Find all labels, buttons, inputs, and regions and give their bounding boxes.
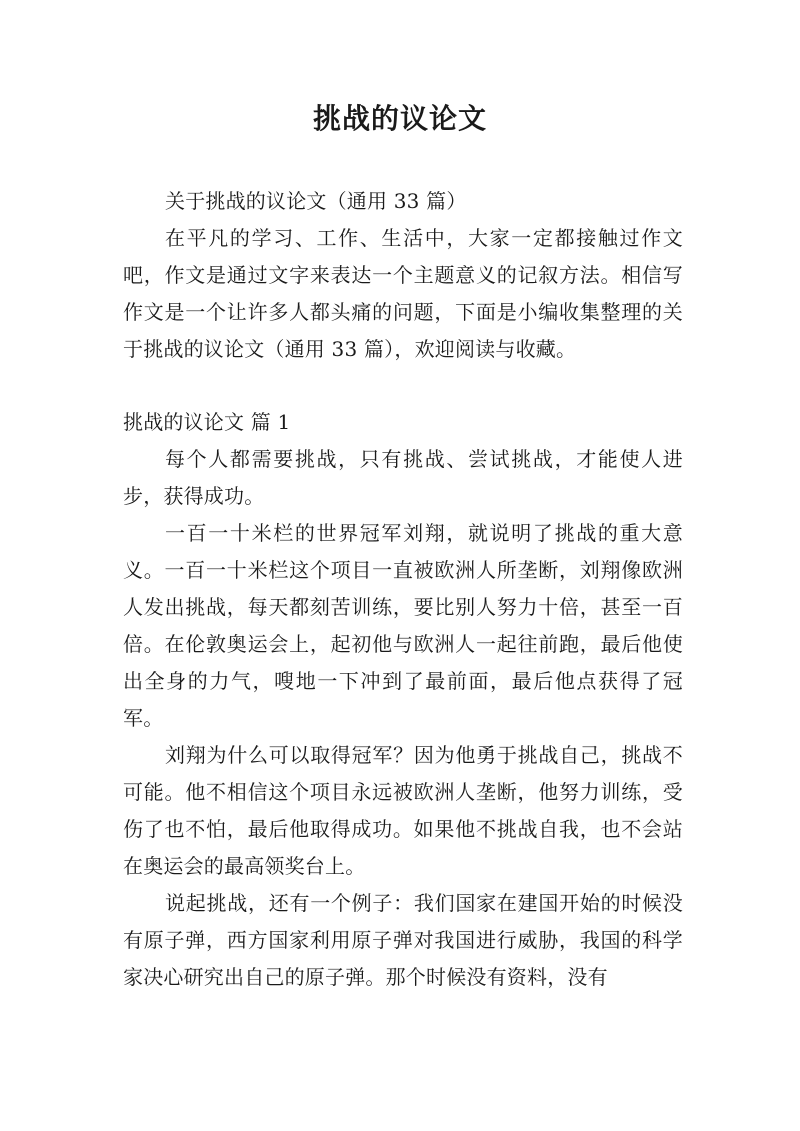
body-paragraph: 刘翔为什么可以取得冠军？因为他勇于挑战自己，挑战不可能。他不相信这个项目永远被欧洲人垄断，他努力训练，受伤了也不怕，最后他取得成功。如果他不挑战自我，也不会站在奥运会的最高领奖台上。 — [123, 743, 683, 878]
body-paragraph: 每个人都需要挑战，只有挑战、尝试挑战，才能使人进步，获得成功。 — [123, 447, 683, 508]
body-paragraph: 说起挑战，还有一个例子：我们国家在建国开始的时候没有原子弹，西方国家利用原子弹对我国进行威胁，我国的科学家决心研究出自己的原子弹。那个时候没有资料，没有 — [123, 891, 683, 989]
intro-paragraph: 在平凡的学习、工作、生活中，大家一定都接触过作文吧，作文是通过文字来表达一个主题意义的记叙方法。相信写作文是一个让许多人都头痛的问题，下面是小编收集整理的关于挑战的议论文（通用 33 篇），欢迎阅读与收藏。 — [123, 226, 683, 361]
document-title: 挑战的议论文 — [312, 102, 487, 135]
document-body — [123, 183, 683, 996]
body-paragraph: 一百一十米栏的世界冠军刘翔，就说明了挑战的重大意义。一百一十米栏这个项目一直被欧洲人所垄断，刘翔像欧洲人发出挑战，每天都刻苦训练，要比别人努力十倍，甚至一百倍。在伦敦奥运会上，起初他与欧洲人一起往前跑，最后他使出全身的力气，嗖地一下冲到了最前面，最后他点获得了冠军。 — [123, 521, 683, 730]
intro-heading: 关于挑战的议论文（通用 33 篇） — [165, 189, 467, 213]
section-heading: 挑战的议论文 篇 1 — [123, 410, 291, 434]
